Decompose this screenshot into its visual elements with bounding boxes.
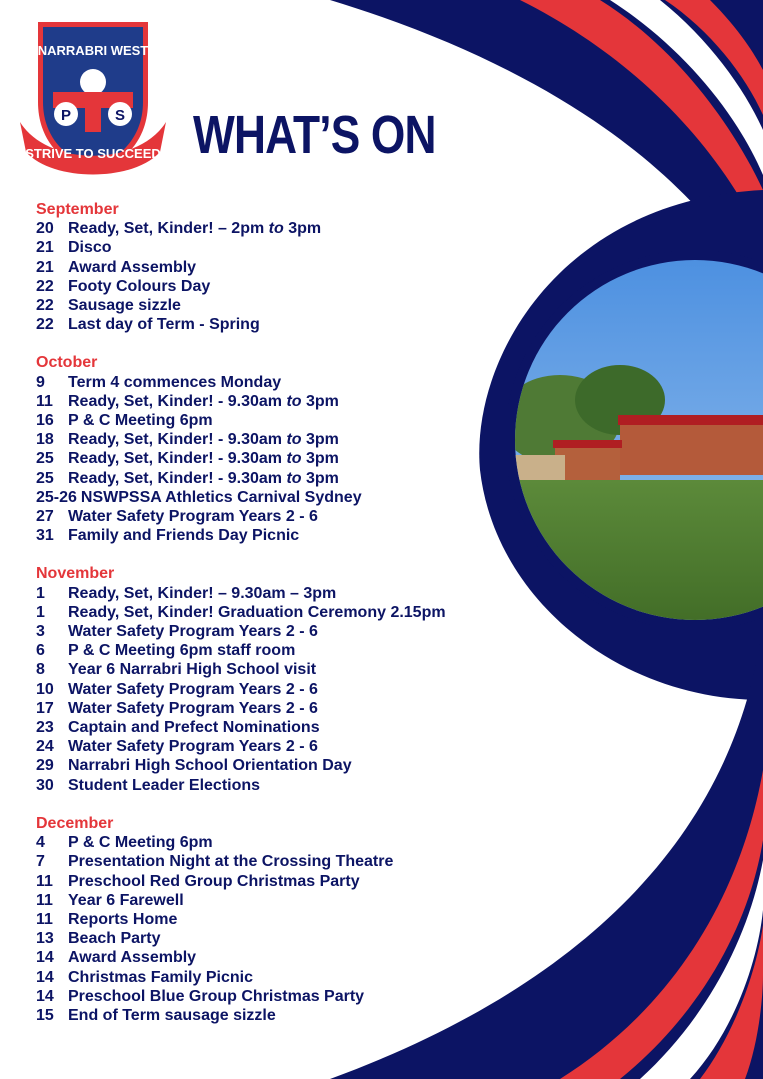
month-section-december bbox=[36, 814, 506, 1025]
page-title: WHAT’S ON bbox=[193, 105, 436, 165]
event-day: 17 bbox=[36, 699, 54, 717]
event-item bbox=[36, 430, 506, 449]
event-day: 16 bbox=[36, 412, 54, 430]
event-item bbox=[36, 1006, 506, 1025]
event-item bbox=[36, 776, 506, 795]
event-text: Ready, Set, Kinder! - 9.30am bbox=[68, 431, 287, 449]
event-text: P & C Meeting 6pm bbox=[68, 412, 213, 430]
event-item bbox=[36, 852, 506, 871]
event-day: 1 bbox=[36, 603, 45, 621]
event-day: 30 bbox=[36, 776, 54, 794]
event-item bbox=[36, 584, 506, 603]
event-item bbox=[36, 219, 506, 238]
event-day: 22 bbox=[36, 297, 54, 315]
event-text: End of Term sausage sizzle bbox=[68, 1006, 276, 1024]
event-item bbox=[36, 258, 506, 277]
event-day: 25-26 bbox=[36, 488, 77, 506]
event-item bbox=[36, 968, 506, 987]
event-item bbox=[36, 929, 506, 948]
event-day: 18 bbox=[36, 431, 54, 449]
event-item bbox=[36, 488, 506, 507]
event-item bbox=[36, 891, 506, 910]
logo-school-name: NARRABRI WEST bbox=[37, 43, 149, 58]
event-text: NSWPSSA Athletics Carnival Sydney bbox=[80, 488, 362, 506]
event-item bbox=[36, 680, 506, 699]
event-day: 21 bbox=[36, 258, 54, 276]
event-text: Water Safety Program Years 2 - 6 bbox=[68, 738, 318, 756]
event-text: Ready, Set, Kinder! - 9.30am bbox=[68, 469, 287, 487]
event-day: 29 bbox=[36, 757, 54, 775]
event-day: 27 bbox=[36, 508, 54, 526]
month-heading: November bbox=[36, 565, 115, 583]
event-item bbox=[36, 449, 506, 468]
event-item bbox=[36, 603, 506, 622]
month-section-october bbox=[36, 353, 506, 545]
logo-motto: STRIVE TO SUCCEED bbox=[25, 146, 161, 161]
event-text: Beach Party bbox=[68, 930, 161, 948]
event-day: 24 bbox=[36, 738, 54, 756]
month-section-november bbox=[36, 564, 506, 794]
event-text: Water Safety Program Years 2 - 6 bbox=[68, 680, 318, 698]
event-item bbox=[36, 622, 506, 641]
event-day: 21 bbox=[36, 239, 54, 257]
event-day: 11 bbox=[36, 910, 53, 928]
event-text: P & C Meeting 6pm staff room bbox=[68, 642, 296, 660]
event-day: 15 bbox=[36, 1006, 54, 1024]
event-text-italic: to bbox=[286, 469, 302, 487]
month-section-september bbox=[36, 200, 506, 334]
event-text-after: 3pm bbox=[301, 431, 339, 449]
event-item bbox=[36, 507, 506, 526]
event-text: Year 6 Narrabri High School visit bbox=[68, 661, 317, 679]
event-item bbox=[36, 948, 506, 967]
event-day: 4 bbox=[36, 834, 45, 852]
event-text: Water Safety Program Years 2 - 6 bbox=[68, 508, 318, 526]
event-day: 31 bbox=[36, 527, 54, 545]
event-day: 8 bbox=[36, 661, 45, 679]
event-text: Captain and Prefect Nominations bbox=[68, 719, 320, 737]
events-list bbox=[36, 200, 506, 1044]
event-text: Preschool Red Group Christmas Party bbox=[68, 872, 360, 890]
logo-letter-right: S bbox=[114, 107, 126, 124]
event-text: Term 4 commences Monday bbox=[68, 373, 282, 391]
event-day: 3 bbox=[36, 623, 45, 641]
event-item bbox=[36, 373, 506, 392]
event-day: 11 bbox=[36, 872, 53, 890]
event-day: 25 bbox=[36, 450, 54, 468]
event-day: 11 bbox=[36, 891, 53, 909]
event-text: Ready, Set, Kinder! – 9.30am – 3pm bbox=[68, 584, 337, 602]
month-heading: October bbox=[36, 354, 98, 372]
event-text-italic: to bbox=[286, 450, 302, 468]
school-logo bbox=[18, 22, 168, 180]
event-item bbox=[36, 296, 506, 315]
event-text: Water Safety Program Years 2 - 6 bbox=[68, 699, 318, 717]
event-day: 20 bbox=[36, 220, 54, 238]
event-day: 10 bbox=[36, 680, 54, 698]
event-day: 14 bbox=[36, 968, 54, 986]
event-item bbox=[36, 833, 506, 852]
event-item bbox=[36, 737, 506, 756]
event-day: 11 bbox=[36, 392, 53, 410]
event-text-after: 3pm bbox=[283, 220, 322, 238]
event-day: 9 bbox=[36, 373, 45, 391]
event-text-italic: to bbox=[286, 431, 302, 449]
month-heading: December bbox=[36, 814, 114, 832]
event-day: 23 bbox=[36, 719, 54, 737]
event-day: 7 bbox=[36, 853, 45, 871]
event-day: 13 bbox=[36, 930, 54, 948]
logo-letter-left: P bbox=[60, 107, 72, 124]
event-item bbox=[36, 277, 506, 296]
event-text: Student Leader Elections bbox=[68, 776, 261, 794]
event-text: Year 6 Farewell bbox=[68, 891, 184, 909]
event-text: Preschool Blue Group Christmas Party bbox=[68, 987, 365, 1005]
event-item bbox=[36, 872, 506, 891]
event-text-after: 3pm bbox=[301, 450, 339, 468]
event-text: Ready, Set, Kinder! - 9.30am bbox=[68, 392, 287, 410]
event-text: Sausage sizzle bbox=[68, 297, 181, 315]
event-day: 25 bbox=[36, 469, 54, 487]
event-item bbox=[36, 660, 506, 679]
event-item bbox=[36, 315, 506, 334]
event-text: Water Safety Program Years 2 - 6 bbox=[68, 623, 318, 641]
event-text-after: 3pm bbox=[301, 392, 339, 410]
event-text: Family and Friends Day Picnic bbox=[68, 527, 300, 545]
event-text: Ready, Set, Kinder! Graduation Ceremony 2.15pm bbox=[68, 603, 446, 621]
event-text: Award Assembly bbox=[68, 258, 197, 276]
event-text: Christmas Family Picnic bbox=[68, 968, 253, 986]
event-text: Presentation Night at the Crossing Theatre bbox=[68, 853, 394, 871]
event-text-italic: to bbox=[286, 392, 302, 410]
event-item bbox=[36, 718, 506, 737]
event-item bbox=[36, 987, 506, 1006]
event-item bbox=[36, 238, 506, 257]
event-text: Award Assembly bbox=[68, 949, 197, 967]
event-text: Narrabri High School Orientation Day bbox=[68, 757, 352, 775]
event-item bbox=[36, 756, 506, 775]
event-text: Disco bbox=[68, 239, 112, 257]
event-day: 1 bbox=[36, 584, 45, 602]
event-text: Ready, Set, Kinder! - 9.30am bbox=[68, 450, 287, 468]
event-text: Last day of Term - Spring bbox=[68, 316, 260, 334]
event-day: 6 bbox=[36, 642, 45, 660]
event-text: P & C Meeting 6pm bbox=[68, 834, 213, 852]
event-text: Reports Home bbox=[68, 910, 178, 928]
event-day: 14 bbox=[36, 949, 54, 967]
event-text: Ready, Set, Kinder! – 2pm bbox=[68, 220, 269, 238]
event-item bbox=[36, 699, 506, 718]
event-item bbox=[36, 469, 506, 488]
event-day: 14 bbox=[36, 987, 54, 1005]
event-item bbox=[36, 411, 506, 430]
month-heading: September bbox=[36, 201, 119, 218]
event-day: 22 bbox=[36, 277, 54, 295]
event-text-after: 3pm bbox=[301, 469, 339, 487]
event-text: Footy Colours Day bbox=[68, 277, 211, 295]
event-text-italic: to bbox=[268, 220, 284, 238]
event-item bbox=[36, 641, 506, 660]
event-item bbox=[36, 392, 506, 411]
event-item bbox=[36, 526, 506, 545]
event-day: 22 bbox=[36, 316, 54, 334]
event-item bbox=[36, 910, 506, 929]
